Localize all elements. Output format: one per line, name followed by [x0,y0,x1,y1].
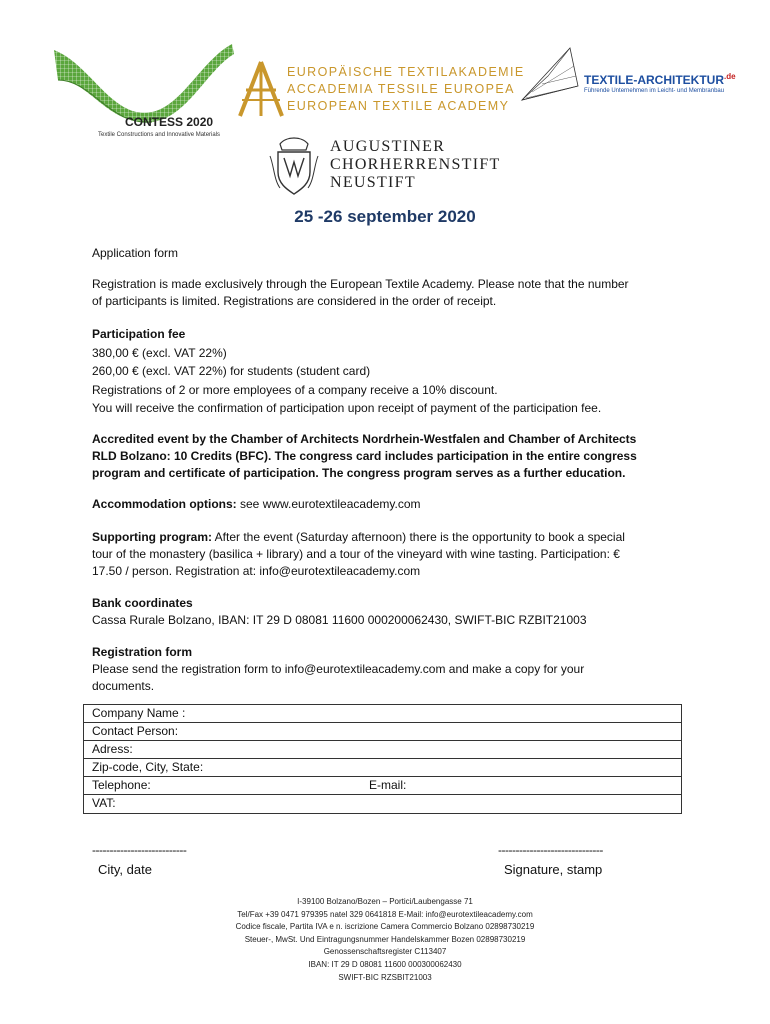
contess-wave-icon [52,40,237,125]
registration-intro [92,276,692,310]
supporting-program-line: After the event (Saturday afternoon) there is the opportunity to book a special [212,530,625,544]
augustiner-line-1: AUGUSTINER [330,138,446,155]
coat-of-arms-icon [266,136,322,196]
registration-form-heading: Registration form [92,645,193,659]
eta-logo [232,58,525,128]
fee-line: Registrations of 2 or more employees of a company receive a 10% discount. [92,382,498,397]
bank-details: Cassa Rurale Bolzano, IBAN: IT 29 D 08081 11600 000200062430, SWIFT-BIC RZBIT21003 [92,613,587,628]
contess-logo [52,40,237,150]
supporting-program-label: Supporting program: [92,530,212,544]
contact-person-field[interactable] [84,723,681,741]
supporting-program-line: 17.50 / person. Registration at: info@eurotextileacademy.com [92,564,421,579]
supporting-program [92,529,692,581]
fee-line: 260,00 € (excl. VAT 22%) for students (student card) [92,364,371,378]
footer-line: IBAN: IT 29 D 08081 11600 000300062430 [308,959,462,969]
footer [0,896,770,984]
footer-line: Codice fiscale, Partita IVA e n. iscrizione Camera Commercio Bolzano 02898730219 [235,922,535,932]
address-label: Adress: [92,742,133,757]
vat-field[interactable] [84,795,681,812]
footer-line: Tel/Fax +39 0471 979395 natel 329 0641818 E-Mail: info@eurotextileacademy.com [237,909,533,919]
registration-intro-line: Registration is made exclusively through the European Textile Academy. Please note that the number [92,277,629,291]
registration-form-line: documents. [92,679,155,694]
accommodation-text: see www.eurotextileacademy.com [236,497,421,511]
signature-line: ------------------------------ [498,843,603,857]
email-label: E-mail: [369,778,407,793]
textile-architektur-title [584,72,736,87]
telephone-email-row[interactable] [84,777,681,795]
event-date-heading: 25 -26 september 2020 [294,207,476,226]
company-name-field[interactable] [84,705,681,723]
company-name-label: Company Name : [92,706,186,720]
registration-form-section [92,644,692,696]
city-date-line: --------------------------- [92,843,187,857]
signature-stamp-label: Signature, stamp [504,862,603,877]
accreditation-line: RLD Bolzano: 10 Credits (BFC). The congress card includes participation in the entire congress [92,449,637,464]
registration-intro-line: of participants is limited. Registrations are considered in the order of receipt. [92,294,497,309]
participation-fee-heading: Participation fee [92,327,186,341]
accommodation-options [92,496,692,513]
contess-subtitle: Textile Constructions and Innovative Materials [98,132,221,138]
bank-coordinates [92,595,692,629]
accreditation-line: program and certificate of participation. The congress program serves as a further education. [92,466,626,481]
telephone-label: Telephone: [92,778,151,793]
participation-fee-section [92,325,692,418]
city-date-label: City, date [98,862,152,877]
supporting-program-line: tour of the monastery (basilica + library) and a tour of the vineyard with wine tasting. Participation: € [92,547,620,562]
contess-title: CONTESS 2020 [125,115,214,129]
eta-line-de: EUROPÄISCHE TEXTILAKADEMIE [287,65,525,79]
fee-line: You will receive the confirmation of participation upon receipt of payment of the participation fee. [92,401,602,415]
footer-line: SWIFT-BIC RZSBIT21003 [338,972,432,982]
ta-domain-suffix: .de [724,72,736,81]
eta-emblem-icon [236,60,286,120]
footer-line: Steuer-, MwSt. Und Eintragungsnummer Handelskammer Bozen 02898730219 [244,934,526,944]
zip-city-state-label: Zip-code, City, State: [92,760,204,775]
vat-label: VAT: [92,796,116,811]
ta-title-text: TEXTILE-ARCHITEKTUR [584,73,724,87]
bank-heading: Bank coordinates [92,596,193,610]
address-field[interactable] [84,741,681,759]
textile-architektur-logo [518,46,750,116]
zip-city-state-field[interactable] [84,759,681,777]
registration-form-line: Please send the registration form to info@eurotextileacademy.com and make a copy for your [92,662,585,677]
footer-line: I-39100 Bolzano/Bozen – Portici/Laubengasse 71 [297,897,473,906]
accreditation-line: Accredited event by the Chamber of Architects Nordrhein-Westfalen and Chamber of Architects [92,432,637,446]
augustiner-logo [266,136,526,198]
application-form-heading: Application form [92,246,179,260]
eta-line-it: ACCADEMIA TESSILE EUROPEA [287,82,515,96]
footer-line: Genossenschaftsregister C113407 [323,947,447,957]
fee-line: 380,00 € (excl. VAT 22%) [92,345,227,360]
contact-person-label: Contact Person: [92,724,179,739]
eta-line-en: EUROPEAN TEXTILE ACADEMY [287,99,510,113]
registration-form-table [83,704,682,814]
textile-architektur-subtitle: Führende Unternehmen im Leicht- und Membranbau [584,88,725,94]
augustiner-line-3: NEUSTIFT [330,174,416,191]
accreditation-note [92,431,692,483]
accommodation-label: Accommodation options: [92,497,237,511]
augustiner-line-2: CHORHERRENSTIFT [330,156,501,173]
